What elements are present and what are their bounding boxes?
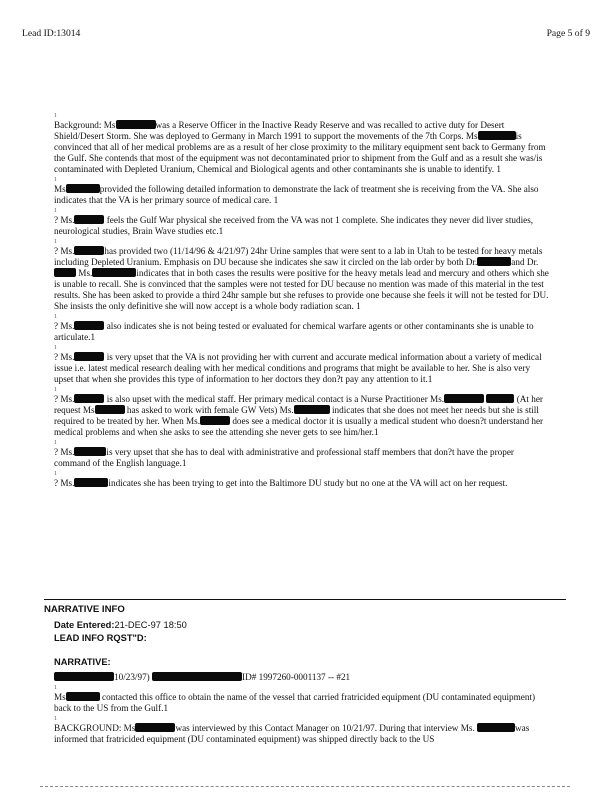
redaction-block bbox=[478, 131, 516, 140]
text-segment: ? Ms. bbox=[54, 215, 75, 225]
text-segment: ? Ms. bbox=[54, 478, 75, 488]
text-segment: is very upset that the VA is not providing her with current and accurate medical information about a variety of medical issue i.e. latest medical research dealing with her medical conditions and programs that might be available to her. She is also very upset that when she provides this type of information to her doctors they don?t pay any attention to it.1 bbox=[54, 352, 542, 384]
line-marker: 1 bbox=[54, 314, 57, 320]
line-marker: 1 bbox=[54, 345, 57, 351]
narrative-label: NARRATIVE: bbox=[54, 657, 111, 667]
line-marker: 1 bbox=[54, 440, 57, 446]
text-segment: Ms bbox=[54, 184, 66, 194]
redaction-block bbox=[135, 723, 175, 732]
paragraph bbox=[54, 723, 550, 745]
line-marker: 1 bbox=[54, 208, 57, 214]
redaction-block bbox=[477, 257, 511, 266]
text-segment: ? Ms. bbox=[54, 321, 75, 331]
redaction-block bbox=[74, 478, 108, 487]
text-segment: has provided two (11/14/96 & 4/21/97) 24hr Urine samples that were sent to a lab in Utah to be tested for heavy metals including Depleted Uranium. Emphasis on DU because she indicates she saw it circled on the lab order by both Dr. bbox=[54, 246, 543, 267]
text-segment: indicates that she does not meet her needs but she is still required to be treated by her. When Ms. bbox=[54, 405, 539, 426]
redaction-block bbox=[54, 672, 114, 681]
paragraph bbox=[54, 672, 550, 683]
paragraph bbox=[54, 478, 550, 489]
text-segment: ? Ms. bbox=[54, 394, 75, 404]
text-segment: provided the following detailed information to demonstrate the lack of treatment she is receiving from the VA. She also indicates that the VA is her primary source of medical care. 1 bbox=[54, 184, 539, 205]
redaction-block bbox=[54, 268, 76, 277]
text-segment: is also upset with the medical staff. Her primary medical contact is a Nurse Practitioner Ms. bbox=[104, 394, 445, 404]
redaction-block bbox=[74, 394, 104, 403]
paragraph bbox=[54, 447, 550, 469]
line-marker: 1 bbox=[54, 239, 57, 245]
text-segment: does see a medical doctor it is usually a medical student who doesn?t understand her medical problems and when she asks to see the attending she never gets to see him/her.1 bbox=[54, 416, 544, 437]
date-entered-value: 21-DEC-97 18:50 bbox=[114, 620, 187, 630]
lead-id: Lead ID:13014 bbox=[22, 28, 81, 39]
text-segment: (At her request Ms bbox=[54, 394, 543, 415]
text-segment: 10/23/97) bbox=[114, 672, 153, 682]
text-segment: ? Ms. bbox=[54, 246, 75, 256]
date-entered-label: Date Entered: bbox=[54, 620, 115, 630]
line-marker: 1 bbox=[54, 113, 57, 119]
text-segment: Ms bbox=[54, 692, 66, 702]
text-segment: indicates that in both cases the results were positive for the heavy metals lead and mercury and others which she is unable to recall. She is convinced that the samples were not tested for DU because no mention was made of this material in the test results. She has been asked to provide a third 24hr sample but she refuses to provide one because she feels it will not be tested for DU. She insists the only definitive she will now accept is a whole body radiation scan. 1 bbox=[54, 268, 549, 311]
redaction-block bbox=[74, 246, 104, 255]
text-segment: Background: Ms bbox=[54, 120, 116, 130]
text-segment: contacted this office to obtain the name of the vessel that carried fratricided equipment (DU contaminated equipment) back to the US from the Gulf.1 bbox=[54, 692, 536, 713]
redaction-block bbox=[152, 672, 242, 681]
redaction-block bbox=[294, 405, 330, 414]
paragraph bbox=[54, 215, 550, 237]
redaction-block bbox=[92, 268, 136, 277]
paragraph bbox=[54, 246, 550, 312]
text-segment: Ms. bbox=[76, 268, 93, 278]
paragraph bbox=[54, 321, 550, 343]
text-segment: BACKGROUND: Ms bbox=[54, 723, 136, 733]
text-segment: was a Reserve Officer in the Inactive Ready Reserve and was recalled to active duty for Desert Shield/Desert Storm. She was deployed to Germany in March 1991 to support the movements of the 7th Corps. Ms bbox=[54, 120, 505, 141]
page-bottom-rule bbox=[40, 786, 570, 787]
narrative-body bbox=[54, 672, 550, 746]
line-marker: 1 bbox=[54, 471, 57, 477]
text-segment: also indicates she is not being tested or evaluated for chemical warfare agents or other contaminants she is unable to articulate.1 bbox=[54, 321, 534, 342]
text-segment: was informed that fratricided equipment (DU contaminated equipment) was shipped directly back to the US bbox=[54, 723, 530, 744]
date-entered-field bbox=[54, 620, 187, 630]
redaction-block bbox=[95, 405, 125, 414]
redaction-block bbox=[66, 692, 100, 701]
text-segment: ID# 1997260-0001137 -- #21 bbox=[242, 672, 351, 682]
redaction-block bbox=[486, 394, 514, 403]
text-segment: is convinced that all of her medical problems are as a result of her close proximity to the military equipment sent back to Germany from the Gulf. She contends that most of the equipment was not decontaminated prior to shipment from the Gulf and as a result she was/is contaminated with Depleted Uranium, Chemical and Biological agents and other contaminants she is unable to identify. 1 bbox=[54, 131, 546, 174]
text-segment: has asked to work with female GW Vets) Ms. bbox=[124, 405, 294, 415]
paragraph bbox=[54, 352, 550, 385]
redaction-block bbox=[477, 723, 515, 732]
line-marker: 1 bbox=[54, 387, 57, 393]
section-divider bbox=[44, 599, 566, 600]
text-segment: was interviewed by this Contact Manager on 10/21/97. During that interview Ms. bbox=[175, 723, 478, 733]
section-title-narrative-info: NARRATIVE INFO bbox=[44, 604, 125, 615]
paragraph bbox=[54, 394, 550, 438]
text-segment: ? Ms. bbox=[54, 352, 75, 362]
redaction-block bbox=[74, 352, 104, 361]
redaction-block bbox=[66, 184, 100, 193]
text-segment: feels the Gulf War physical she received from the VA was not 1 complete. She indicates they never did liver studies, neurological studies, Brain Wave studies etc.1 bbox=[54, 215, 534, 236]
text-segment: ? Ms. bbox=[54, 447, 75, 457]
paragraph bbox=[54, 120, 550, 175]
line-marker: 1 bbox=[54, 716, 57, 722]
page-number: Page 5 of 9 bbox=[546, 28, 590, 39]
line-marker: 1 bbox=[54, 685, 57, 691]
redaction-block bbox=[200, 416, 230, 425]
text-segment: and Dr. bbox=[511, 257, 539, 267]
paragraph bbox=[54, 184, 550, 206]
document-body bbox=[54, 112, 550, 490]
redaction-block bbox=[74, 215, 104, 224]
paragraph bbox=[54, 692, 550, 714]
redaction-block bbox=[444, 394, 484, 403]
redaction-block bbox=[74, 447, 106, 456]
redaction-block bbox=[74, 321, 104, 330]
line-marker: 1 bbox=[54, 177, 57, 183]
text-segment: indicates she has been trying to get into the Baltimore DU study but no one at the VA will act on her request. bbox=[108, 478, 508, 488]
redaction-block bbox=[116, 120, 156, 129]
text-segment: is very upset that she has to deal with administrative and professional staff members that don?t have the proper command of the English language.1 bbox=[54, 447, 514, 468]
lead-info-request-label: LEAD INFO RQST"D: bbox=[54, 633, 147, 643]
